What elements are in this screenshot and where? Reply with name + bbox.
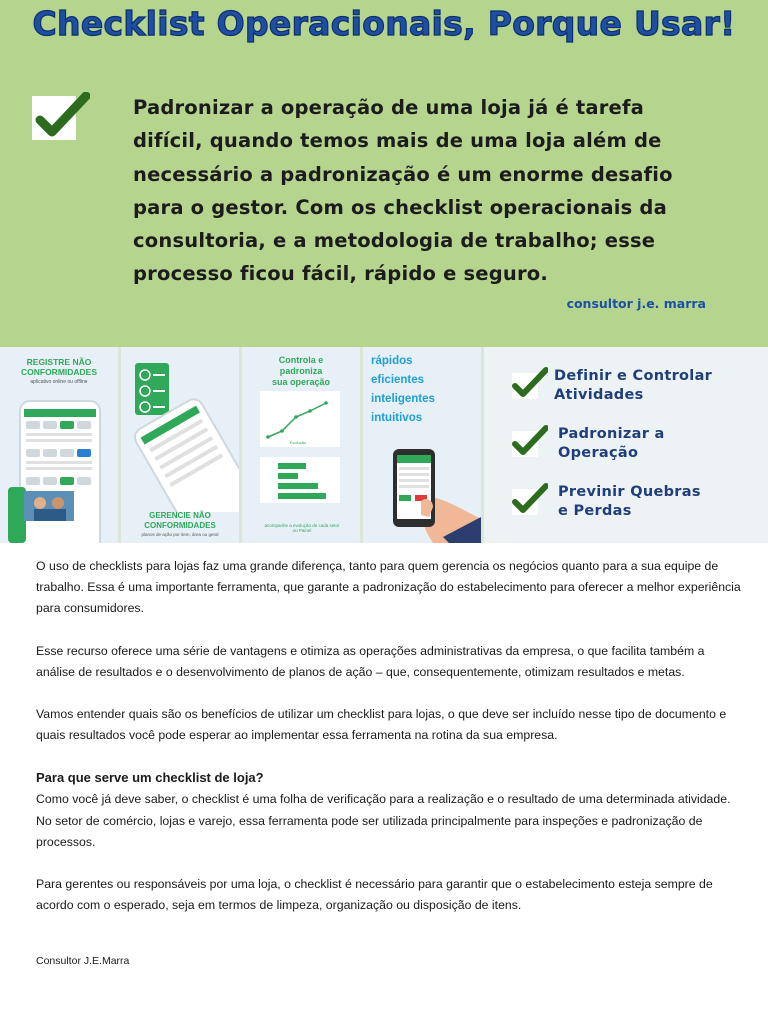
checkmark-box-icon [510,483,548,517]
quality-word: intuitivos [371,412,423,424]
intro-line: necessário a padronização é um enorme desafio [133,162,673,186]
panel-title-line: CONFORMIDADES [144,521,216,530]
panel-title [242,355,360,388]
section-heading: Para que serve um checklist de loja? [36,770,264,786]
panel-qualities [363,347,481,543]
panel-title-line: sua operação [271,377,331,387]
phone-app-illustration [0,387,118,543]
benefit-item [484,367,768,413]
benefit-item [484,425,768,471]
checkmark-box-icon [510,367,548,401]
panel-footer: acompanhe a evolução de cada setor ou Painel [264,523,340,533]
checkmark-box-icon [510,425,548,459]
benefit-label-line: e Perdas [558,503,632,519]
panel-title [0,357,118,377]
benefit-label-line: Previnir Quebras [558,484,701,500]
panel-control [242,347,360,543]
feature-strip [0,347,768,543]
page-title: Checklist Operacionais, Porque Usar! [32,4,736,43]
benefit-label-line: Padronizar a [558,426,665,442]
article-paragraph: Vamos entender quais são os benefícios de utilizar um checklist para lojas, o que deve ser incluído nesse tipo de documento e quais resultados você pode esperar ao implementar essa ferramenta na rotina da sua empresa. [36,707,727,743]
signature: consultor j.e. marra [566,296,706,311]
footer-author: Consultor J.E.Marra [36,955,130,967]
quality-word: eficientes [371,374,425,386]
panel-title-line: CONFORMIDADES [20,367,98,377]
quality-word: rápidos [371,355,413,367]
chart-caption: Evolução [289,440,307,445]
panel-title-line: Controla e [278,355,324,365]
article-paragraph: Como você já deve saber, o checklist é uma folha de verificação para a realização e o resultado de uma determinada atividade. No setor de comércio, lojas e varejo, essa ferramenta pode ser utilizada principalmente para inspeções e padronização de processos. [36,792,731,849]
article-body [36,556,741,916]
panel-benefits [484,347,768,543]
panel-register [0,347,118,543]
intro-line: para o gestor. Com os checklist operacionais da [133,195,667,219]
intro-line: Padronizar a operação de uma loja já é tarefa [133,96,645,119]
article-paragraph: O uso de checklists para lojas faz uma grande diferença, tanto para quem gerencia os negócios quanto para a sua equipe de trabalho. Essa é uma importante ferramenta, que garante a padronização do estabelecimento para oferecer a melhor experiência para consumidores. [36,559,741,616]
hand-phone-illustration [363,437,481,543]
charts-illustration [242,391,360,521]
panel-title-line: GERENCIE NÃO [149,511,211,520]
benefit-item [484,483,768,529]
phone-list-illustration [121,347,239,512]
checkmark-box-icon [32,92,90,144]
benefit-label-line: Atividades [554,387,644,403]
intro-line: difícil, quando temos mais de uma loja além de [133,129,662,153]
panel-title-line: REGISTRE NÃO [26,357,92,367]
benefit-label-line: Definir e Controlar [554,368,713,384]
panel-manage [121,347,239,543]
quality-word: inteligentes [371,393,435,405]
intro-line: processo ficou fácil, rápido e seguro. [133,262,548,286]
intro-paragraph [133,91,733,291]
benefit-label [558,483,701,521]
panel-title-line: padroniza [279,366,323,376]
benefit-label-line: Operação [558,445,639,461]
article-paragraph: Esse recurso oferece uma série de vantagens e otimiza as operações administrativas da empresa, o que facilita também a análise de resultados e o desenvolvimento de planos de ação – que, consequentemente, otimizam resultados e metas. [36,643,705,679]
article-paragraph: Para gerentes ou responsáveis por uma loja, o checklist é necessário para garantir que o estabelecimento esteja sempre de acordo com o esperado, seja em termos de limpeza, organização ou disposição de itens. [36,877,713,913]
panel-title [121,511,239,531]
panel-subtitle: aplicativo online ou offline [30,379,88,385]
panel-subtitle: planos de ação por item, área ou geral [141,532,219,537]
benefit-label [554,367,712,405]
intro-line: consultoria, e a metodologia de trabalho; esse [133,229,656,253]
header-banner [0,0,768,347]
benefit-label [558,425,665,463]
